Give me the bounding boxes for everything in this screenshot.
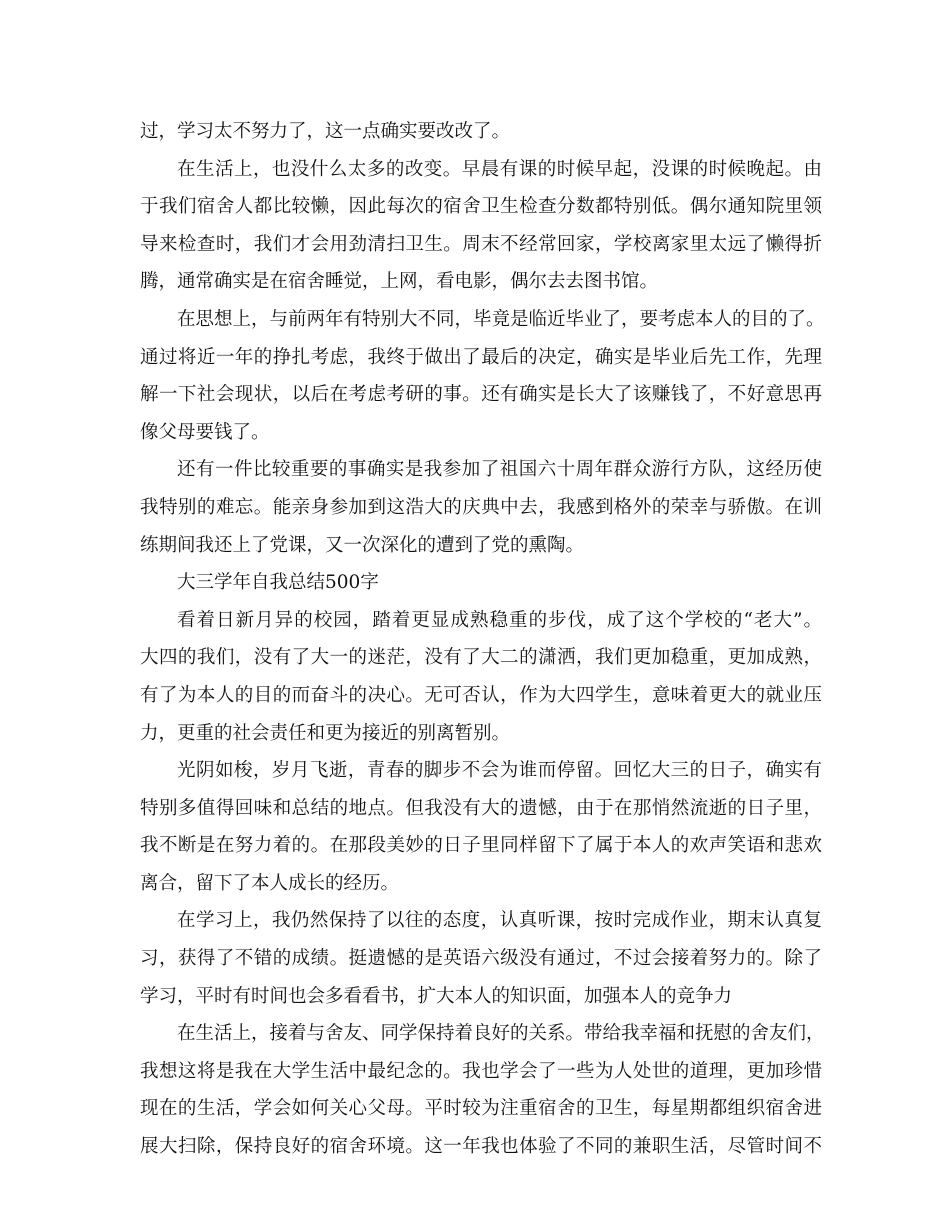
text-line: 腾，通常确实是在宿舍睡觉，上网，看电影，偶尔去去图书馆。 — [140, 271, 659, 293]
text-line: 离合，留下了本人成长的经历。 — [140, 872, 400, 894]
text-line: 有了为本人的目的而奋斗的决心。无可否认，作为大四学生，意味着更大的就业压 — [140, 684, 822, 706]
text-line: 学习，平时有时间也会多看看书，扩大本人的知识面，加强本人的竞争力 — [140, 985, 733, 1007]
text-line: 我不断是在努力着的。在那段美妙的日子里同样留下了属于本人的欢声笑语和悲欢 — [140, 835, 822, 857]
text-line: 我想这将是我在大学生活中最纪念的。我也学会了一些为人处世的道理，更加珍惜 — [140, 1060, 822, 1082]
text-line: 展大扫除，保持良好的宿舍环境。这一年我也体验了不同的兼职生活，尽管时间不 — [140, 1136, 822, 1158]
text-line: 现在的生活，学会如何关心父母。平时较为注重宿舍的卫生，每星期都组织宿舍进 — [140, 1098, 822, 1120]
text-line: 过，学习太不努力了，这一点确实要改改了。 — [140, 121, 511, 142]
text-line: 习，获得了不错的成绩。挺遗憾的是英语六级没有通过，不过会接着努力的。除了 — [140, 948, 822, 970]
paragraph-start-line: 在学习上，我仍然保持了以往的态度，认真听课，按时完成作业，期末认真复 — [177, 910, 822, 932]
paragraph-start-line: 还有一件比较重要的事确实是我参加了祖国六十周年群众游行方队，这经历使 — [177, 459, 822, 481]
paragraph-start-line: 在思想上，与前两年有特别大不同，毕竟是临近毕业了，要考虑本人的目的了。 — [177, 308, 825, 330]
text-line: 导来检查时，我们才会用劲清扫卫生。周末不经常回家，学校离家里太远了懒得折 — [140, 233, 822, 255]
section-heading: 大三学年自我总结500字 — [177, 572, 379, 594]
document-body — [140, 113, 825, 1166]
text-line: 解一下社会现状，以后在考虑考研的事。还有确实是长大了该赚钱了，不好意思再 — [140, 384, 822, 406]
text-line: 力，更重的社会责任和更为接近的别离暂别。 — [140, 722, 511, 744]
text-line: 练期间我还上了党课，又一次深化的遭到了党的熏陶。 — [140, 534, 585, 556]
text-line: 特别多值得回味和总结的地点。但我没有大的遗憾，由于在那悄然流逝的日子里， — [140, 797, 822, 819]
paragraph-start-line: 光阴如梭，岁月飞逝，青春的脚步不会为谁而停留。回忆大三的日子，确实有 — [177, 760, 822, 782]
text-line: 大四的我们，没有了大一的迷茫，没有了大二的潇洒，我们更加稳重，更加成熟， — [140, 647, 822, 669]
text-line: 我特别的难忘。能亲身参加到这浩大的庆典中去，我感到格外的荣幸与骄傲。在训 — [140, 496, 822, 518]
paragraph-start-line: 看着日新月异的校园，踏着更显成熟稳重的步伐，成了这个学校的“老大”。 — [177, 609, 822, 631]
text-line: 像父母要钱了。 — [140, 421, 270, 443]
paragraph-start-line: 在生活上，接着与舍友、同学保持着良好的关系。带给我幸福和抚慰的舍友们， — [177, 1023, 825, 1045]
text-line: 于我们宿舍人都比较懒，因此每次的宿舍卫生检查分数都特别低。偶尔通知院里领 — [140, 196, 822, 218]
paragraph-start-line: 在生活上，也没什么太多的改变。早晨有课的时候早起，没课的时候晚起。由 — [177, 158, 822, 180]
text-line: 通过将近一年的挣扎考虑，我终于做出了最后的决定，确实是毕业后先工作，先理 — [140, 346, 822, 368]
